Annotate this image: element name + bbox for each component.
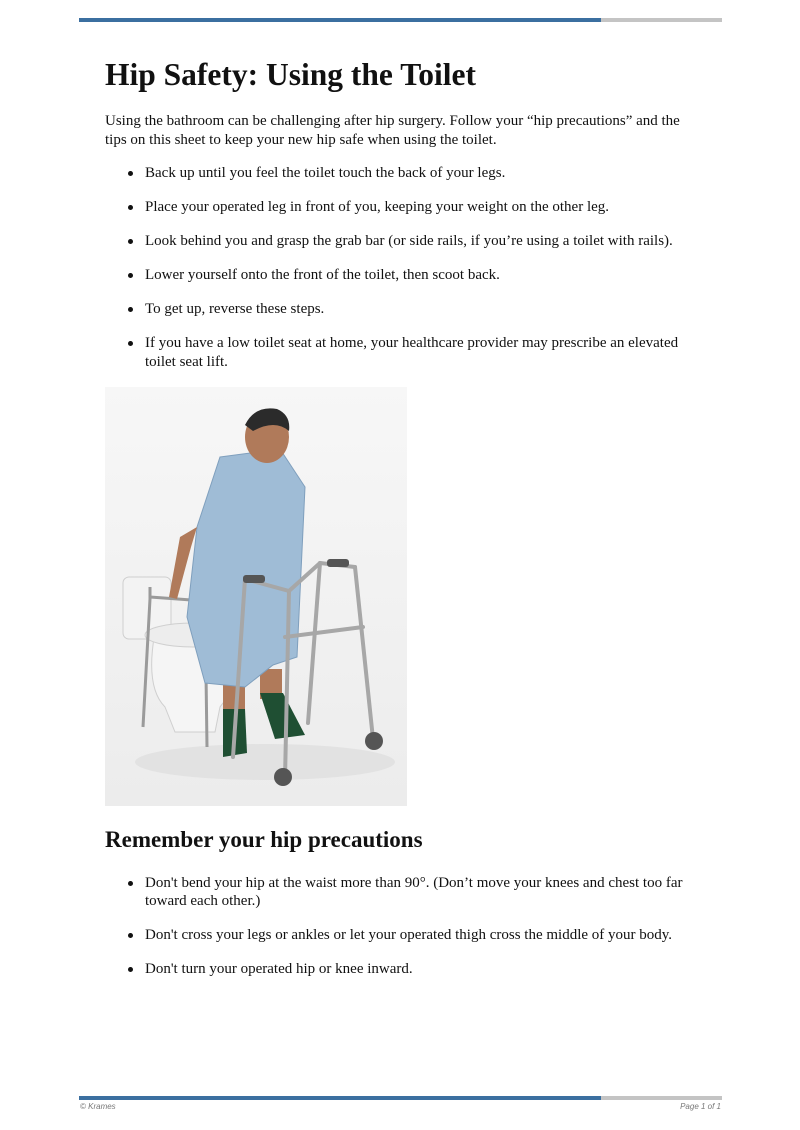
document-body <box>105 52 695 994</box>
bullet-icon <box>128 171 133 176</box>
header-rule <box>79 18 722 22</box>
bullet-icon <box>128 239 133 244</box>
bullet-icon <box>128 933 133 938</box>
footer-rule <box>79 1096 722 1100</box>
list-item: Don't turn your operated hip or knee inward. <box>145 960 695 979</box>
intro-paragraph: Using the bathroom can be challenging after hip surgery. Follow your “hip precautions” and the tips on this sheet to keep your new hip safe when using the toilet. <box>105 113 680 148</box>
list-item: Don't cross your legs or ankles or let your operated thigh cross the middle of your body. <box>145 926 695 945</box>
precautions-list <box>105 874 695 979</box>
list-item: Don't bend your hip at the waist more than 90°. (Don’t move your knees and chest too far toward each other.) <box>145 874 695 911</box>
list-item: To get up, reverse these steps. <box>145 300 695 319</box>
walker-toilet-photo <box>105 387 407 806</box>
bullet-icon <box>128 205 133 210</box>
bullet-icon <box>128 341 133 346</box>
list-item: Lower yourself onto the front of the toilet, then scoot back. <box>145 266 695 285</box>
list-item: Place your operated leg in front of you, keeping your weight on the other leg. <box>145 198 695 217</box>
page-title: Hip Safety: Using the Toilet <box>105 57 477 92</box>
list-item: Back up until you feel the toilet touch the back of your legs. <box>145 164 695 183</box>
bullet-icon <box>128 307 133 312</box>
section-heading: Remember your hip precautions <box>105 826 423 852</box>
bullet-icon <box>128 881 133 886</box>
list-item: Look behind you and grasp the grab bar (or side rails, if you’re using a toilet with rails). <box>145 232 695 251</box>
bullet-icon <box>128 967 133 972</box>
list-item: If you have a low toilet seat at home, your healthcare provider may prescribe an elevated toilet seat lift. <box>145 334 695 371</box>
patient-with-walker-illustration <box>105 387 407 806</box>
page-number: Page 1 of 1 <box>680 1102 721 1111</box>
steps-list <box>105 164 695 371</box>
footer-copyright: © Krames <box>80 1102 116 1111</box>
bullet-icon <box>128 273 133 278</box>
